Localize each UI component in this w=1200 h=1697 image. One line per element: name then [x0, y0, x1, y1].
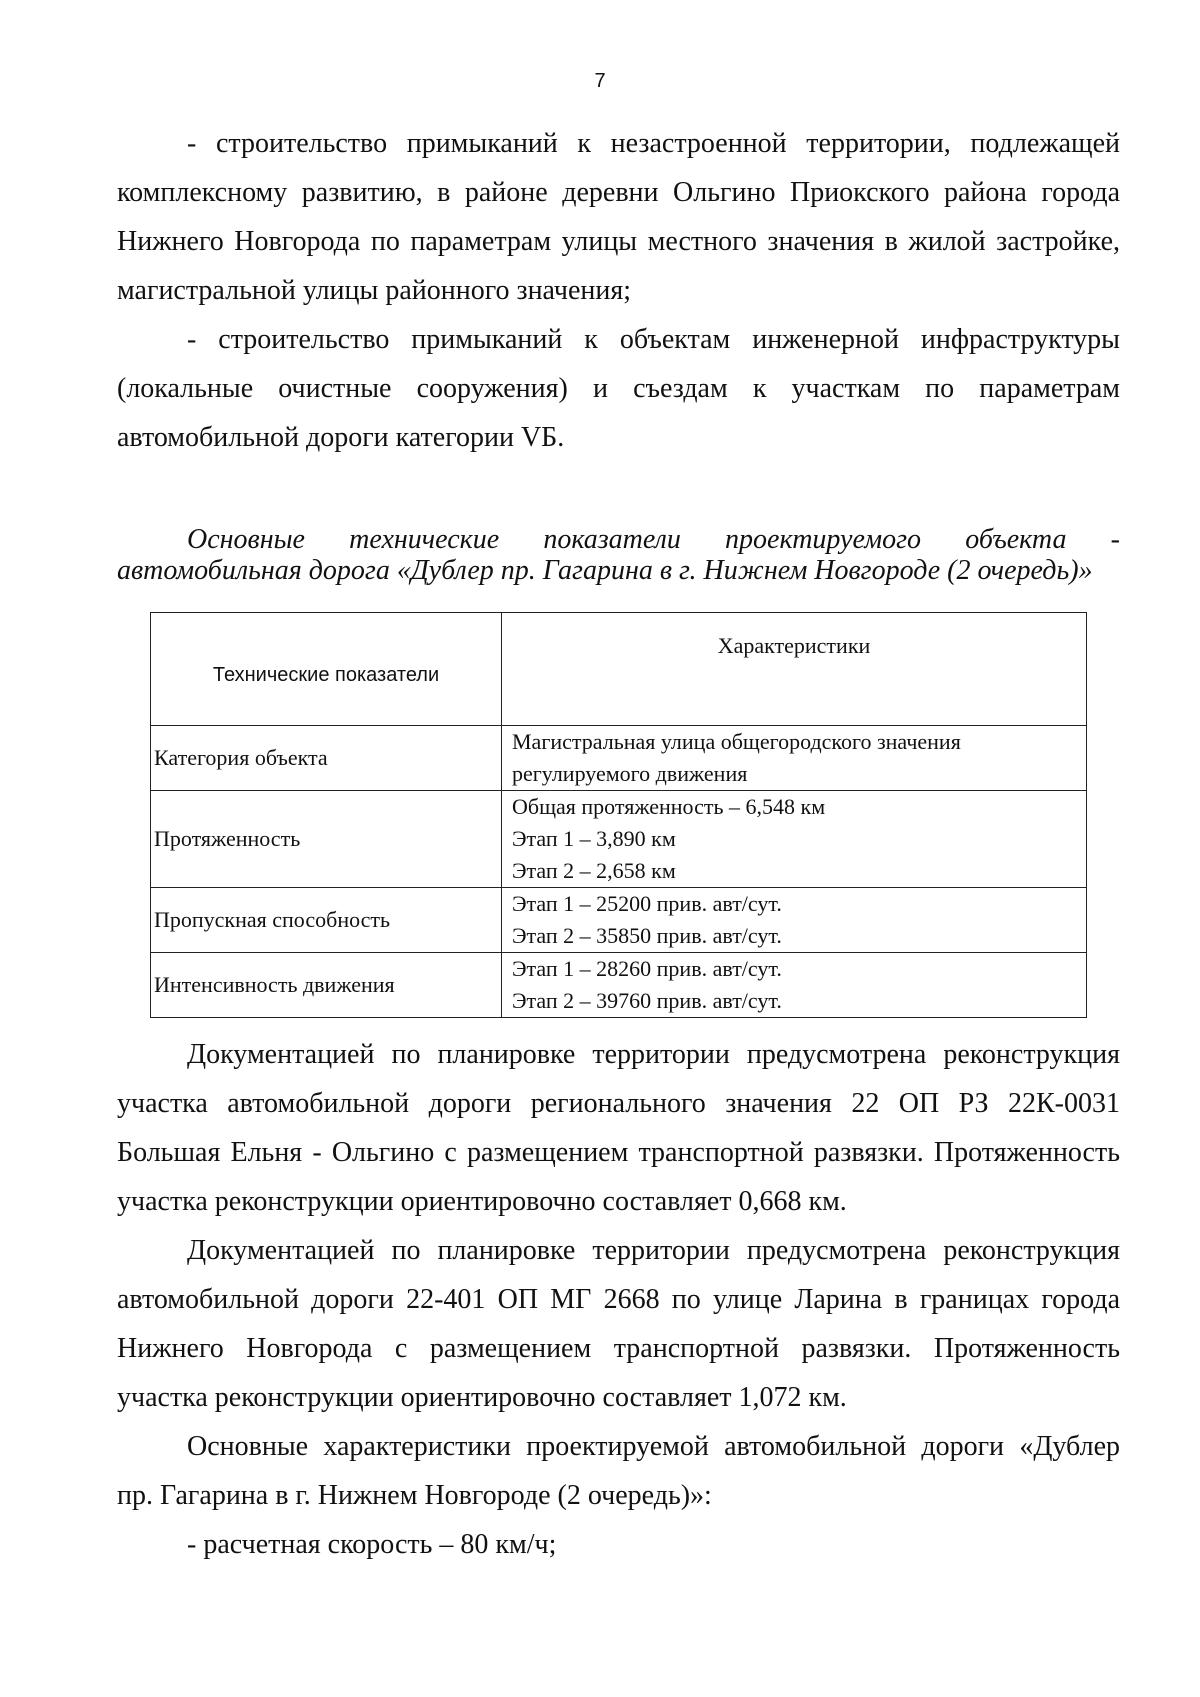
table-row	[151, 791, 1087, 888]
row-values-capacity	[502, 888, 1087, 953]
value-line: регулируемого движения	[512, 761, 748, 786]
table-row	[151, 888, 1087, 953]
row-label-category: Категория объекта	[151, 726, 502, 791]
row-values-intensity	[502, 953, 1087, 1018]
paragraph-adjacent-engineering: - строительство примыканий к объектам инженерной инфраструктуры (локальные очистные сооружения) и съездам к участкам по параметрам автомобильной дороги категории VБ.	[117, 324, 1120, 453]
value-line: Этап 2 – 39760 прив. авт/сут.	[512, 988, 782, 1013]
paragraph-design-speed: - расчетная скорость – 80 км/ч;	[187, 1529, 557, 1560]
value-line: Этап 1 – 3,890 км	[512, 826, 676, 851]
value-line: Этап 2 – 35850 прив. авт/сут.	[512, 923, 782, 948]
header-technical-indicators: Технические показатели	[151, 613, 502, 726]
table-caption-line2: автомобильная дорога «Дублер пр. Гагарина в г. Нижнем Новгороде (2 очередь)»	[117, 555, 1093, 586]
value-line: Общая протяженность – 6,548 км	[512, 794, 826, 819]
header-characteristics: Характеристики	[502, 613, 1087, 726]
page-number: 7	[594, 70, 606, 92]
value-line: Этап 1 – 28260 прив. авт/сут.	[512, 956, 782, 981]
value-line: Магистральная улица общегородского значения	[512, 729, 961, 754]
row-label-length: Протяженность	[151, 791, 502, 888]
paragraph-reconstruction-larina: Документацией по планировке территории предусмотрена реконструкция автомобильной дороги 22-401 ОП МГ 2668 по улице Ларина в границах города Нижнего Новгорода с размещением транспортной развязки. Протяженность участка реконструкции ориентировочно составляет 1,072 км.	[117, 1235, 1120, 1413]
value-line: Этап 2 – 2,658 км	[512, 858, 676, 883]
table-header-row	[151, 613, 1087, 726]
paragraph-adjacent-undeveloped: - строительство примыканий к незастроенной территории, подлежащей комплексному развитию, в районе деревни Ольгино Приокского района города Нижнего Новгорода по параметрам улицы местного значения в жилой застройке, магистральной улицы районного значения;	[117, 128, 1120, 306]
row-values-category	[502, 726, 1087, 791]
value-line: Этап 1 – 25200 прив. авт/сут.	[512, 891, 782, 916]
table-caption-line1: Основные технические показатели проектируемого объекта -	[187, 524, 1120, 555]
table-caption	[117, 524, 1120, 586]
row-label-capacity: Пропускная способность	[151, 888, 502, 953]
row-label-intensity: Интенсивность движения	[151, 953, 502, 1018]
table-row	[151, 726, 1087, 791]
table-row	[151, 953, 1087, 1018]
row-values-length	[502, 791, 1087, 888]
technical-indicators-table	[150, 612, 1087, 1018]
paragraph-reconstruction-regional: Документацией по планировке территории предусмотрена реконструкция участка автомобильной дороги регионального значения 22 ОП РЗ 22К-0031 Большая Ельня - Ольгино с размещением транспортной развязки. Протяженность участка реконструкции ориентировочно составляет 0,668 км.	[117, 1039, 1120, 1217]
paragraph-main-characteristics: Основные характеристики проектируемой автомобильной дороги «Дублер пр. Гагарина в г. Нижнем Новгороде (2 очередь)»:	[117, 1431, 1120, 1511]
